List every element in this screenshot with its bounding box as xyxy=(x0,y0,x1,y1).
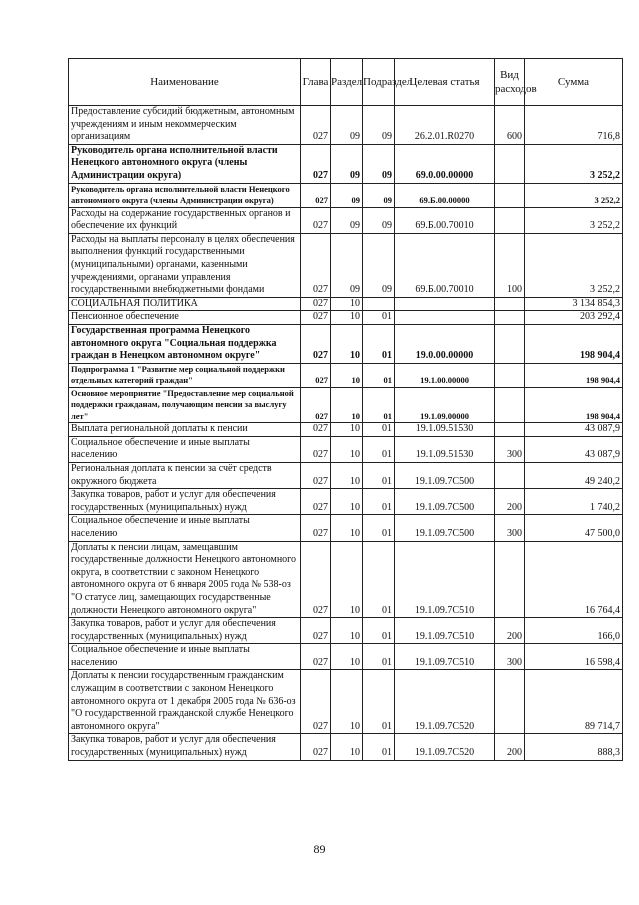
table-row xyxy=(69,144,623,183)
row-section: 10 xyxy=(331,436,363,462)
row-kind: 300 xyxy=(495,515,525,541)
table-row xyxy=(69,423,623,437)
row-target: 69.0.00.00000 xyxy=(395,144,495,183)
row-sum: 49 240,2 xyxy=(525,462,623,488)
row-kind xyxy=(495,363,525,387)
row-section: 10 xyxy=(331,462,363,488)
row-target xyxy=(395,297,495,311)
row-name: Подпрограмма 1 "Развитие мер социальной поддержки отдельных категорий граждан" xyxy=(69,363,301,387)
row-name: Закупка товаров, работ и услуг для обеспечения государственных (муниципальных) нужд xyxy=(69,734,301,760)
row-name: Социальное обеспечение и иные выплаты населению xyxy=(69,515,301,541)
header-section: Раздел xyxy=(331,59,363,106)
row-section: 09 xyxy=(331,207,363,233)
row-chapter: 027 xyxy=(301,423,331,437)
row-section: 10 xyxy=(331,734,363,760)
row-name: Предоставление субсидий бюджетным, автономным учреждениям и иным некоммерческим организациям xyxy=(69,106,301,145)
table-row xyxy=(69,311,623,325)
row-subsection: 09 xyxy=(363,233,395,297)
row-target: 19.1.09.7С500 xyxy=(395,515,495,541)
row-kind xyxy=(495,144,525,183)
row-chapter: 027 xyxy=(301,515,331,541)
row-subsection: 01 xyxy=(363,670,395,734)
row-name: Социальное обеспечение и иные выплаты населению xyxy=(69,436,301,462)
row-target: 19.0.00.00000 xyxy=(395,324,495,363)
row-subsection: 01 xyxy=(363,387,395,423)
header-chapter: Глава xyxy=(301,59,331,106)
table-row xyxy=(69,670,623,734)
table-row xyxy=(69,436,623,462)
row-chapter: 027 xyxy=(301,670,331,734)
row-section: 10 xyxy=(331,489,363,515)
table-row xyxy=(69,541,623,618)
row-target: 19.1.09.51530 xyxy=(395,436,495,462)
row-subsection: 01 xyxy=(363,515,395,541)
table-row xyxy=(69,324,623,363)
row-kind xyxy=(495,297,525,311)
table-row xyxy=(69,462,623,488)
table-row xyxy=(69,297,623,311)
table-row xyxy=(69,734,623,760)
row-section: 09 xyxy=(331,233,363,297)
row-name: СОЦИАЛЬНАЯ ПОЛИТИКА xyxy=(69,297,301,311)
row-sum: 43 087,9 xyxy=(525,423,623,437)
row-subsection: 01 xyxy=(363,311,395,325)
row-kind: 300 xyxy=(495,644,525,670)
row-subsection: 01 xyxy=(363,363,395,387)
row-name: Пенсионное обеспечение xyxy=(69,311,301,325)
row-section: 10 xyxy=(331,311,363,325)
row-sum: 198 904,4 xyxy=(525,387,623,423)
table-body xyxy=(69,106,623,761)
row-chapter: 027 xyxy=(301,144,331,183)
row-chapter: 027 xyxy=(301,387,331,423)
row-section: 10 xyxy=(331,363,363,387)
row-sum: 47 500,0 xyxy=(525,515,623,541)
row-section: 10 xyxy=(331,423,363,437)
row-sum: 716,8 xyxy=(525,106,623,145)
row-subsection: 01 xyxy=(363,436,395,462)
row-name: Закупка товаров, работ и услуг для обеспечения государственных (муниципальных) нужд xyxy=(69,618,301,644)
row-target: 19.1.09.7С500 xyxy=(395,462,495,488)
row-subsection xyxy=(363,297,395,311)
row-sum: 3 252,2 xyxy=(525,183,623,207)
header-name: Наименование xyxy=(69,59,301,106)
header-target: Целевая статья xyxy=(395,59,495,106)
row-chapter: 027 xyxy=(301,734,331,760)
row-target: 19.1.00.00000 xyxy=(395,363,495,387)
row-target: 26.2.01.R0270 xyxy=(395,106,495,145)
row-chapter: 027 xyxy=(301,541,331,618)
row-section: 09 xyxy=(331,106,363,145)
row-name: Региональная доплата к пенсии за счёт средств окружного бюджета xyxy=(69,462,301,488)
row-chapter: 027 xyxy=(301,297,331,311)
row-section: 10 xyxy=(331,644,363,670)
row-section: 10 xyxy=(331,515,363,541)
table-row xyxy=(69,207,623,233)
row-target: 19.1.09.7С510 xyxy=(395,541,495,618)
row-subsection: 01 xyxy=(363,489,395,515)
row-target: 69.Б.00.00000 xyxy=(395,183,495,207)
row-subsection: 09 xyxy=(363,183,395,207)
row-sum: 3 252,2 xyxy=(525,144,623,183)
row-sum: 16 598,4 xyxy=(525,644,623,670)
row-sum: 203 292,4 xyxy=(525,311,623,325)
row-kind xyxy=(495,324,525,363)
row-chapter: 027 xyxy=(301,436,331,462)
row-kind: 200 xyxy=(495,734,525,760)
row-name: Государственная программа Ненецкого автономного округа "Социальная поддержка граждан в Ненецком автономном округе" xyxy=(69,324,301,363)
row-chapter: 027 xyxy=(301,207,331,233)
row-section: 10 xyxy=(331,324,363,363)
row-sum: 1 740,2 xyxy=(525,489,623,515)
row-kind xyxy=(495,670,525,734)
row-sum: 3 252,2 xyxy=(525,233,623,297)
row-kind xyxy=(495,207,525,233)
row-name: Расходы на выплаты персоналу в целях обеспечения выполнения функций государственными (муниципальными) органами, казенными учреждениями, органами управления государственными внебюджетными фондами xyxy=(69,233,301,297)
row-kind: 200 xyxy=(495,618,525,644)
row-name: Доплаты к пенсии лицам, замещавшим государственные должности Ненецкого автономного округа, в соответствии с законом Ненецкого автономного округа от 6 января 2005 года № 538-оз "О статусе лиц, замещающих государственные должности Ненецкого автономного округа" xyxy=(69,541,301,618)
table-row xyxy=(69,183,623,207)
row-chapter: 027 xyxy=(301,618,331,644)
table-row xyxy=(69,618,623,644)
table-row xyxy=(69,515,623,541)
row-name: Выплата региональной доплаты к пенсии xyxy=(69,423,301,437)
budget-table xyxy=(68,58,623,761)
row-section: 10 xyxy=(331,670,363,734)
row-name: Основное мероприятие "Предоставление мер социальной поддержки гражданам, получающим пенсии за выслугу лет" xyxy=(69,387,301,423)
table-row xyxy=(69,387,623,423)
row-target xyxy=(395,311,495,325)
row-kind xyxy=(495,183,525,207)
row-target: 19.1.09.7С510 xyxy=(395,644,495,670)
row-sum: 89 714,7 xyxy=(525,670,623,734)
header-subsection: Подраздел xyxy=(363,59,395,106)
row-section: 10 xyxy=(331,387,363,423)
row-subsection: 01 xyxy=(363,541,395,618)
row-subsection: 09 xyxy=(363,106,395,145)
row-chapter: 027 xyxy=(301,363,331,387)
row-sum: 43 087,9 xyxy=(525,436,623,462)
page-number: 89 xyxy=(313,842,326,856)
row-chapter: 027 xyxy=(301,183,331,207)
row-kind xyxy=(495,541,525,618)
row-target: 19.1.09.00000 xyxy=(395,387,495,423)
row-target: 19.1.09.7С500 xyxy=(395,489,495,515)
row-subsection: 01 xyxy=(363,324,395,363)
row-kind xyxy=(495,387,525,423)
row-subsection: 09 xyxy=(363,207,395,233)
row-sum: 166,0 xyxy=(525,618,623,644)
row-section: 09 xyxy=(331,183,363,207)
row-name: Руководитель органа исполнительной власти Ненецкого автономного округа (члены Администрации округа) xyxy=(69,183,301,207)
table-row xyxy=(69,644,623,670)
row-chapter: 027 xyxy=(301,644,331,670)
row-name: Руководитель органа исполнительной власти Ненецкого автономного округа (члены Администрации округа) xyxy=(69,144,301,183)
row-target: 19.1.09.7С520 xyxy=(395,734,495,760)
table-row xyxy=(69,233,623,297)
row-name: Расходы на содержание государственных органов и обеспечение их функций xyxy=(69,207,301,233)
row-section: 10 xyxy=(331,297,363,311)
row-chapter: 027 xyxy=(301,106,331,145)
row-target: 69.Б.00.70010 xyxy=(395,233,495,297)
row-kind xyxy=(495,423,525,437)
row-name: Социальное обеспечение и иные выплаты населению xyxy=(69,644,301,670)
row-name: Закупка товаров, работ и услуг для обеспечения государственных (муниципальных) нужд xyxy=(69,489,301,515)
row-section: 10 xyxy=(331,541,363,618)
row-chapter: 027 xyxy=(301,324,331,363)
row-target: 19.1.09.51530 xyxy=(395,423,495,437)
row-kind: 300 xyxy=(495,436,525,462)
row-sum: 16 764,4 xyxy=(525,541,623,618)
row-kind: 200 xyxy=(495,489,525,515)
header-sum: Сумма xyxy=(525,59,623,106)
header-kind: Вид расходов xyxy=(495,59,525,106)
row-target: 19.1.09.7С510 xyxy=(395,618,495,644)
row-subsection: 01 xyxy=(363,618,395,644)
table-row xyxy=(69,489,623,515)
row-chapter: 027 xyxy=(301,462,331,488)
table-row xyxy=(69,106,623,145)
row-chapter: 027 xyxy=(301,489,331,515)
row-name: Доплаты к пенсии государственным гражданским служащим в соответствии с законом Ненецкого автономного округа от 1 декабря 2005 года № 636-оз "О государственной гражданской службе Ненецкого автономного округа" xyxy=(69,670,301,734)
row-sum: 888,3 xyxy=(525,734,623,760)
row-subsection: 01 xyxy=(363,644,395,670)
row-subsection: 01 xyxy=(363,734,395,760)
row-target: 69.Б.00.70010 xyxy=(395,207,495,233)
row-sum: 198 904,4 xyxy=(525,363,623,387)
header-row xyxy=(69,59,623,106)
row-subsection: 09 xyxy=(363,144,395,183)
row-sum: 3 134 854,3 xyxy=(525,297,623,311)
row-kind: 100 xyxy=(495,233,525,297)
row-kind xyxy=(495,311,525,325)
row-section: 10 xyxy=(331,618,363,644)
row-subsection: 01 xyxy=(363,462,395,488)
row-sum: 3 252,2 xyxy=(525,207,623,233)
row-sum: 198 904,4 xyxy=(525,324,623,363)
row-section: 09 xyxy=(331,144,363,183)
table-row xyxy=(69,363,623,387)
row-chapter: 027 xyxy=(301,311,331,325)
row-kind xyxy=(495,462,525,488)
row-subsection: 01 xyxy=(363,423,395,437)
row-target: 19.1.09.7С520 xyxy=(395,670,495,734)
row-kind: 600 xyxy=(495,106,525,145)
row-chapter: 027 xyxy=(301,233,331,297)
